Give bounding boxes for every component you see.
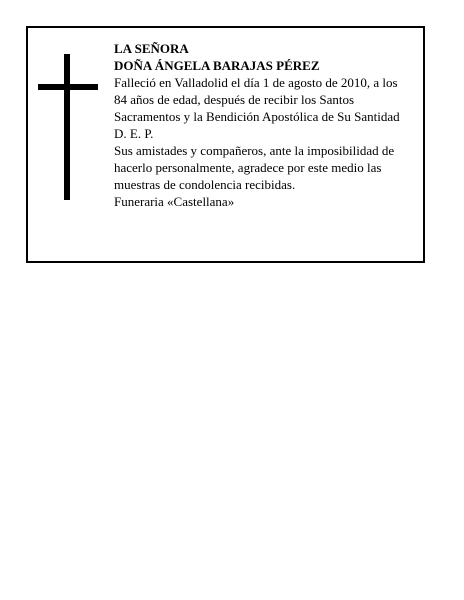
text-line: Sus amistades y compañeros, ante la imposibilidad de <box>114 143 395 158</box>
text-line: Sacramentos y la Bendición Apostólica de Su Santidad <box>114 109 400 124</box>
deceased-name: DOÑA ÁNGELA BARAJAS PÉREZ <box>114 58 320 73</box>
text-line: Falleció en Valladolid el día 1 de agosto de 2010, a los <box>114 75 398 90</box>
cross-icon <box>38 54 98 200</box>
text-line: muestras de condolencia recibidas. <box>114 177 296 192</box>
funeral-home: Funeraria «Castellana» <box>114 194 235 209</box>
text-line: 84 años de edad, después de recibir los Santos <box>114 92 355 107</box>
text-line: D. E. P. <box>114 126 154 141</box>
obituary-text <box>114 40 418 210</box>
text-line: hacerlo personalmente, agradece por este medio las <box>114 160 382 175</box>
obituary-heading: LA SEÑORA <box>114 41 189 56</box>
obituary-notice <box>26 26 425 263</box>
cross-horizontal-bar <box>38 84 98 90</box>
cross-vertical-bar <box>64 54 70 200</box>
